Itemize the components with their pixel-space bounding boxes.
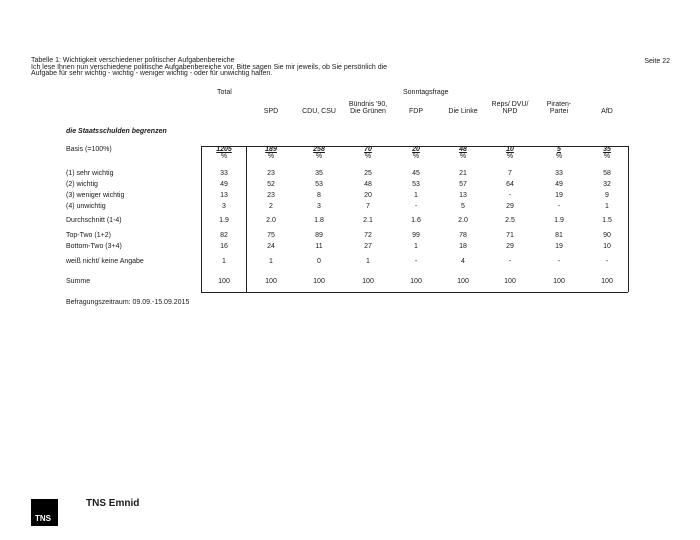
table-cell: 27 — [364, 243, 372, 250]
table-cell: 53 — [412, 181, 420, 188]
table-cell: 23 — [267, 170, 275, 177]
table-cell: 32 — [603, 181, 611, 188]
page-number: Seite 22 — [644, 58, 670, 65]
percent-sign: % — [315, 153, 323, 160]
basis-cell: 258 — [313, 146, 325, 153]
basis-cell: 20 — [412, 146, 420, 153]
table-cell: 1 — [222, 258, 226, 265]
basis-cell: 48 — [459, 146, 467, 153]
table-cell: 1.9 — [219, 217, 229, 224]
percent-sign: % — [220, 153, 228, 160]
table-cell: 7 — [366, 203, 370, 210]
table-cell: - — [508, 192, 512, 199]
table-cell: 100 — [601, 278, 613, 285]
table-cell: 100 — [313, 278, 325, 285]
table-cell: 71 — [506, 232, 514, 239]
percent-sign: % — [506, 153, 514, 160]
percent-sign: % — [412, 153, 420, 160]
table-cell: 33 — [220, 170, 228, 177]
table-cell: 99 — [412, 232, 420, 239]
table-cell: 1.5 — [602, 217, 612, 224]
table-cell: - — [414, 203, 418, 210]
table-cell: 48 — [364, 181, 372, 188]
logo-text: TNS — [35, 514, 51, 523]
total-divider-line — [246, 146, 247, 292]
row-label: Top-Two (1+2) — [66, 232, 111, 239]
table-cell: 24 — [267, 243, 275, 250]
column-header: SPD — [263, 108, 279, 115]
table-cell: 100 — [553, 278, 565, 285]
table-cell: 89 — [315, 232, 323, 239]
table-cell: 21 — [459, 170, 467, 177]
row-label: (1) sehr wichtig — [66, 170, 114, 177]
table-cell: 33 — [555, 170, 563, 177]
table-cell: 1 — [269, 258, 273, 265]
column-header: CDU, CSU — [302, 108, 336, 115]
table-cell: 18 — [459, 243, 467, 250]
table-cell: 100 — [362, 278, 374, 285]
header-line-2: Ich lese Ihnen nun verschiedene politische Aufgabenbereiche vor. Bitte sagen Sie mir jeweils, ob Sie persönlich die — [31, 63, 388, 71]
table-cell: 10 — [603, 243, 611, 250]
column-header: FDP — [409, 108, 423, 115]
table-cell: 1.9 — [554, 217, 564, 224]
row-label: weiß nicht/ keine Angabe — [66, 258, 144, 265]
table-cell: 19 — [555, 243, 563, 250]
table-cell: 2 — [269, 203, 273, 210]
table-cell: 19 — [555, 192, 563, 199]
column-header: AfD — [601, 108, 613, 115]
table-cell: 25 — [364, 170, 372, 177]
table-cell: 57 — [459, 181, 467, 188]
table-cell: 53 — [315, 181, 323, 188]
table-cell: 75 — [267, 232, 275, 239]
table-cell: 100 — [410, 278, 422, 285]
table-cell: 11 — [315, 243, 323, 250]
table-cell: 29 — [506, 203, 514, 210]
table-cell: 2.0 — [266, 217, 276, 224]
column-header: Die Linke — [448, 108, 478, 115]
row-label: (3) weniger wichtig — [66, 192, 125, 199]
column-header: Piraten- Partei — [546, 101, 572, 115]
table-cell: 4 — [461, 258, 465, 265]
header-line-3: Aufgabe für sehr wichtig - wichtig - weniger wichtig - oder für unwichtig halten. — [31, 70, 273, 77]
table-cell: 1 — [414, 243, 418, 250]
basis-cell: 35 — [603, 146, 611, 153]
frame-right-line — [628, 146, 629, 292]
frame-left-line — [201, 146, 202, 292]
basis-cell: 189 — [265, 146, 277, 153]
table-cell: - — [508, 258, 512, 265]
table-cell: 1 — [605, 203, 609, 210]
table-cell: 2.0 — [458, 217, 468, 224]
row-label: Summe — [66, 278, 91, 285]
table-cell: 49 — [555, 181, 563, 188]
table-cell: 3 — [222, 203, 226, 210]
table-cell: 45 — [412, 170, 420, 177]
table-cell: 100 — [457, 278, 469, 285]
percent-sign: % — [364, 153, 372, 160]
table-cell: 78 — [459, 232, 467, 239]
percent-sign: % — [555, 153, 563, 160]
table-cell: 90 — [603, 232, 611, 239]
table-cell: 1 — [414, 192, 418, 199]
table-cell: 8 — [317, 192, 321, 199]
brand-name: TNS Emnid — [86, 498, 140, 509]
table-cell: 82 — [220, 232, 228, 239]
table-cell: 3 — [317, 203, 321, 210]
basis-cell: 5 — [557, 146, 561, 153]
row-label: (2) wichtig — [66, 181, 98, 188]
table-cell: 23 — [267, 192, 275, 199]
table-cell: 20 — [364, 192, 372, 199]
table-cell: 5 — [461, 203, 465, 210]
table-cell: 13 — [220, 192, 228, 199]
table-cell: 0 — [317, 258, 321, 265]
table-cell: 29 — [506, 243, 514, 250]
basis-label: Basis (=100%) — [66, 146, 112, 153]
table-cell: 100 — [265, 278, 277, 285]
table-cell: - — [557, 203, 561, 210]
table-cell: 100 — [218, 278, 230, 285]
table-cell: 1 — [366, 258, 370, 265]
table-cell: 52 — [267, 181, 275, 188]
table-cell: 35 — [315, 170, 323, 177]
basis-cell: 1205 — [216, 146, 232, 153]
section-title: die Staatsschulden begrenzen — [66, 128, 167, 135]
table-header — [31, 58, 391, 78]
table-cell: 1.8 — [314, 217, 324, 224]
table-cell: 9 — [605, 192, 609, 199]
table-cell: 7 — [508, 170, 512, 177]
tns-logo — [31, 499, 58, 526]
table-cell: - — [605, 258, 609, 265]
row-label: Durchschnitt (1-4) — [66, 217, 122, 224]
table-cell: - — [557, 258, 561, 265]
table-cell: - — [414, 258, 418, 265]
survey-period: Befragungszeitraum: 09.09.-15.09.2015 — [66, 299, 190, 306]
row-label: (4) unwichtig — [66, 203, 106, 210]
table-cell: 16 — [220, 243, 228, 250]
row-label: Bottom-Two (3+4) — [66, 243, 122, 250]
percent-sign: % — [603, 153, 611, 160]
percent-sign: % — [267, 153, 275, 160]
table-cell: 13 — [459, 192, 467, 199]
group-sonntagsfrage: Sonntagsfrage — [403, 89, 449, 96]
column-header: Reps/ DVU/ NPD — [491, 101, 529, 115]
table-cell: 2.5 — [505, 217, 515, 224]
column-header: Bündnis '90, Die Grünen — [348, 101, 388, 115]
table-cell: 2.1 — [363, 217, 373, 224]
percent-sign: % — [459, 153, 467, 160]
table-cell: 81 — [555, 232, 563, 239]
basis-cell: 10 — [506, 146, 514, 153]
table-cell: 100 — [504, 278, 516, 285]
table-cell: 1.6 — [411, 217, 421, 224]
table-cell: 49 — [220, 181, 228, 188]
table-cell: 58 — [603, 170, 611, 177]
table-cell: 72 — [364, 232, 372, 239]
table-cell: 64 — [506, 181, 514, 188]
basis-cell: 70 — [364, 146, 372, 153]
group-total: Total — [217, 89, 232, 96]
header-line-1: Tabelle 1: Wichtigkeit verschiedener politischer Aufgabenbereiche — [31, 57, 235, 64]
